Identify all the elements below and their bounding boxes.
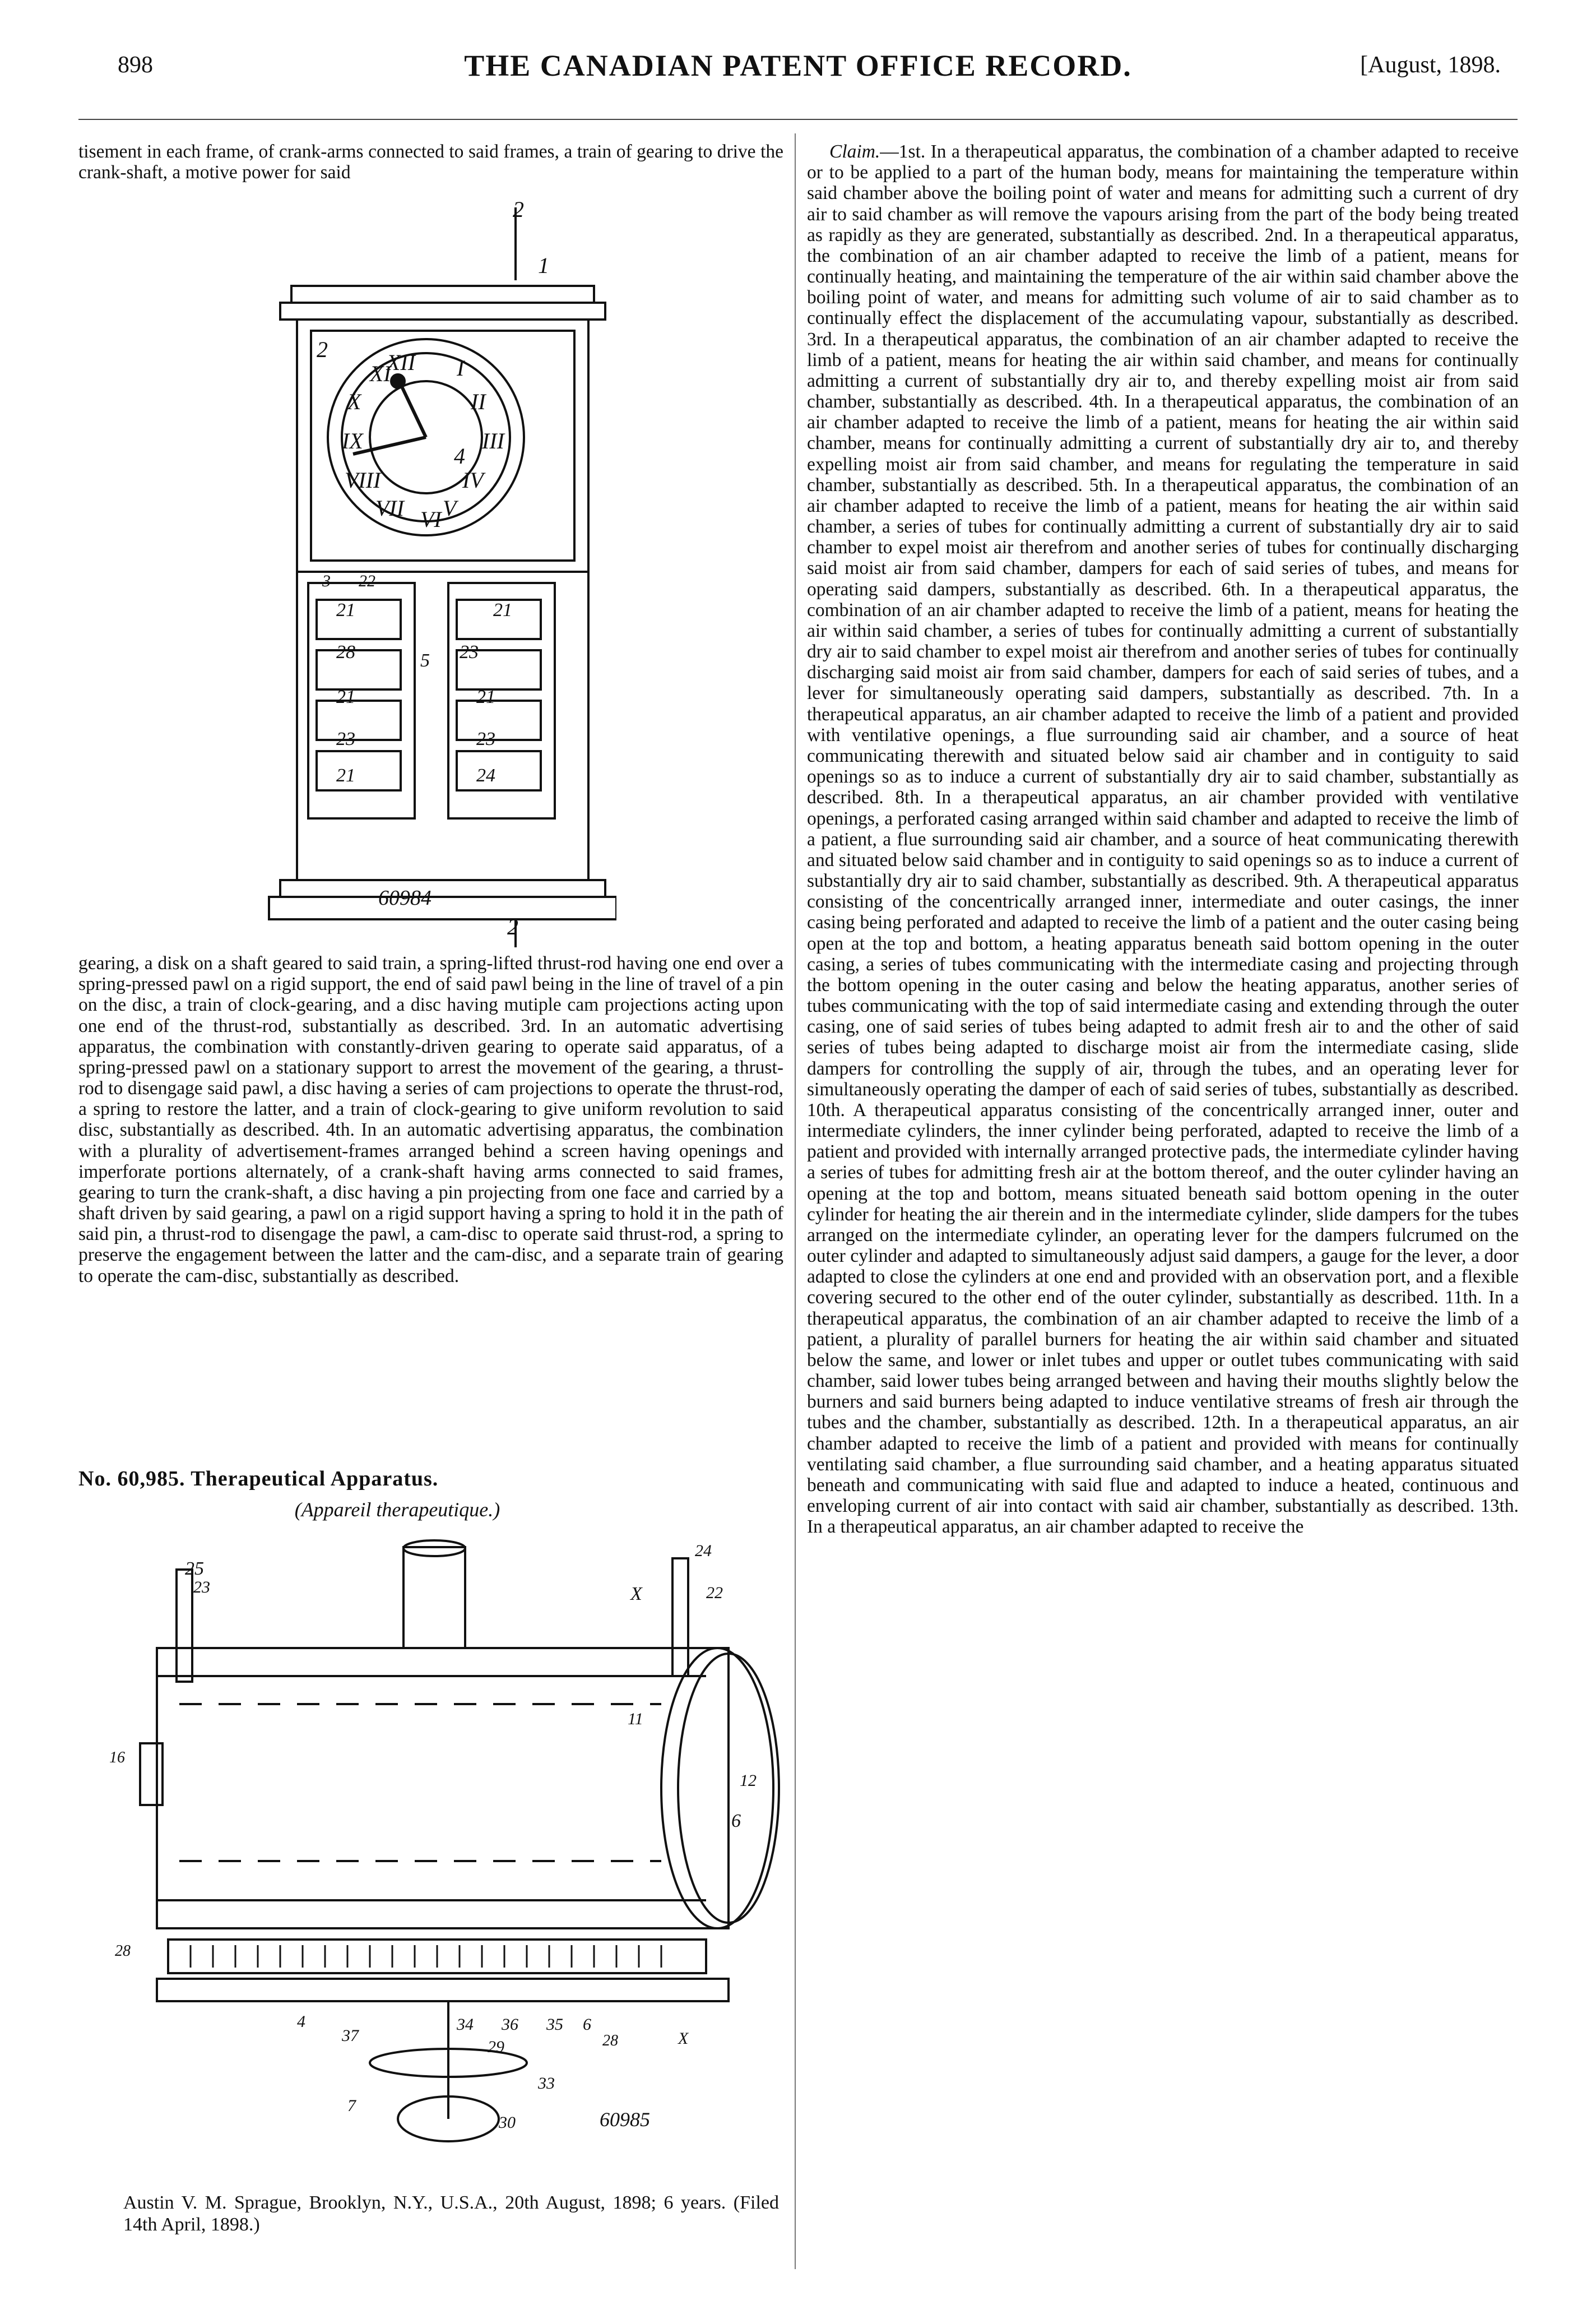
fig2-label: 6: [731, 1811, 741, 1831]
fig1-label: 24: [476, 765, 495, 786]
svg-text:IV: IV: [462, 468, 484, 493]
fig2-label: 33: [538, 2074, 555, 2093]
left-paragraph-mid-text: gearing, a disk on a shaft geared to said train, a spring-lifted thrust-rod having one end over a spring-pressed pawl on a rigid support, the end of said pawl being in the line of travel of a pin on the disc, a train of clock-gearing, and a disc having mutiple cam projections acting upon one end of the thrust-rod, substantially as described. 3rd. In an automatic advertising apparatus, the combination with constantly-driven gearing to operate said apparatus, of a spring-pressed pawl on a stationary support to arrest the movement of the gearing, a thrust-rod to disengage said pawl, a disc having a series of cam projections to operate the thrust-rod, a spring to restore the latter, and a train of clock-gearing to give uniform revolution to said disc, substantially as described. 4th. In an automatic advertising apparatus, the combination with a plurality of advertisement-frames arranged behind a screen having openings and imperforate portions alternately, of a crank-shaft having arms connected to said frames, gearing to turn the crank-shaft, a disc having a pin projecting from one face and carried by a shaft driven by said gearing, a pawl on a rigid support having a spring to hold it in the path of said pin, a thrust-rod to disengage the pawl, a cam-disc to operate said thrust-rod, a spring to preserve the engagement between the latter and the cam-disc, and a separate train of gearing to operate the cam-disc, substantially as described.: [78, 953, 783, 1286]
fig1-label: 21: [336, 600, 355, 621]
fig2-label: 12: [740, 1771, 757, 1790]
fig2-label: 28: [602, 2032, 618, 2049]
fig2-label: 4: [297, 2012, 305, 2031]
fig2-label: 22: [706, 1584, 723, 1602]
figure1-caption: 60984: [378, 886, 432, 910]
fig1-label: 1: [538, 253, 549, 278]
fig1-label: 2: [513, 197, 524, 222]
svg-text:XII: XII: [387, 350, 416, 375]
fig2-label: 11: [628, 1710, 643, 1728]
fig1-label: 21: [336, 765, 355, 786]
inventor-line: Austin V. M. Sprague, Brooklyn, N.Y., U.S.A., 20th August, 1898; 6 years. (Filed 14th April, 1898.): [123, 2192, 779, 2235]
fig2-label: 36: [502, 2015, 518, 2034]
svg-text:III: III: [482, 428, 504, 453]
fig1-label: 23: [476, 729, 495, 749]
figure-therapeutical-apparatus: [112, 1536, 785, 2181]
fig2-label: 6: [583, 2015, 591, 2034]
patent-subheading: (Appareil therapeutique.): [294, 1498, 500, 1521]
fig1-label: 22: [359, 572, 375, 590]
fig2-label: 7: [347, 2096, 356, 2115]
fig2-label: X: [630, 1584, 642, 1604]
fig1-label: 28: [336, 642, 355, 663]
fig1-label: 2: [507, 914, 518, 939]
fig2-label: 25: [185, 1558, 204, 1579]
page-number: 898: [118, 52, 153, 78]
svg-text:VI: VI: [420, 507, 442, 532]
fig2-label: 34: [457, 2015, 474, 2034]
fig1-label: 21: [493, 600, 512, 621]
fig1-label: 21: [476, 687, 495, 707]
right-column-claims: [807, 141, 1519, 1538]
svg-text:X: X: [347, 389, 361, 414]
fig1-label: 5: [420, 650, 430, 671]
fig1-label: 2: [317, 337, 328, 362]
claims-text: —1st. In a therapeutical apparatus, the combination of a chamber adapted to receive or to be applied to a part of the human body, means for maintaining the temperature within said chamber above the boiling point of water and means for admitting such a current of dry air to said chamber as will remove the vapours arising from the part of the body being treated as rapidly as they are generated, substantially as described. 2nd. In a therapeutical apparatus, the combination of an air chamber adapted to receive the limb of a patient, means for continually heating, and maintaining the temperature of the air within said chamber above the boiling point of water, and means for admitting such volume of air to said chamber as to continually effect the displacement of the accumulating vapour, substantially as described. 3rd. In a therapeutical apparatus, the combination of an air chamber adapted to receive the limb of a patient, means for heating the air within said chamber, and means for continually admitting a current of substantially dry air to, and thereby expelling moist air from said chamber, substantially as described. 4th. In a therapeutical apparatus, the combination of an air chamber adapted to receive the limb of a patient, means for heating the air within said chamber, means for continually admitting a current of substantially dry air to, and thereby expelling moist air from said chamber, and means for regulating the temperature in said chamber, substantially as described. 5th. In a therapeutical apparatus, the combination of an air chamber adapted to receive the limb of a patient, means for heating the air within said chamber, a series of tubes for continually admitting a current of substantially dry air to said chamber to expel moist air therefrom and another series of tubes for continually discharging said moist air from said chamber, dampers for each of said series of tubes, and means for operating said dampers, substantially as described. 6th. In a therapeutical apparatus, the combination of an air chamber adapted to receive the limb of a patient, means for heating the air within said chamber, a series of tubes for continually admitting a current of substantially dry air to said chamber to expel moist air therefrom and another series of tubes for continually discharging said moist air from said chamber, dampers for each of said series of tubes, and a lever for simultaneously operating said dampers, substantially as described. 7th. In a therapeutical apparatus, an air chamber adapted to receive the limb of a patient and provided with ventilative openings, a flue surrounding said air chamber, and a source of heat communicating therewith and situated below said air chamber and in contiguity to said openings so as to induce a current of substantially dry air to said chamber, substantially as described. 8th. In a therapeutical apparatus, an air chamber provided with ventilative openings, a perforated casing arranged within said chamber and adapted to receive the limb of a patient, a flue surrounding said air chamber, and a source of heat communicating therewith and situated below said chamber and in contiguity to said openings so as to induce a current of substantially dry air to said chamber, substantially as described. 9th. A therapeutical apparatus consisting of the concentrically arranged inner, intermediate and outer casings, the inner casing being perforated and adapted to receive the limb of a patient and the outer casing being open at the top and bottom, a heating apparatus beneath said bottom opening in the outer casing, a series of tubes communicating with the intermediate casing and projecting through the bottom opening in the outer casing and below the heating apparatus, another series of tubes communicating with the top of said intermediate casing and extending through the outer casing, one of said series of tubes being adapted to admit fresh air to and the other of said series of tubes being adapted to discharge moist air from the intermediate casing, slide dampers for controlling the supply of air, through the tubes, and an operating lever for simultaneously operating the damper of each of said series of tubes, substantially as described. 10th. A therapeutical apparatus consisting of the concentrically arranged inner, outer and intermediate cylinders, the inner cylinder being perforated, adapted to receive the limb of a patient and provided with internally arranged protective pads, the intermediate cylinder having a series of tubes for admitting fresh air at the bottom thereof, and the outer cylinder having an opening at the top and bottom, means situated beneath said bottom opening in the outer cylinder for heating the air therein and in the intermediate cylinder, slide dampers for the tubes arranged on the intermediate cylinder, an operating lever for the dampers fulcrumed on the outer cylinder and adapted to simultaneously adjust said dampers, a gauge for the lever, a door adapted to close the cylinders at one end and provided with an observation port, and a flexible covering secured to the other end of the outer cylinder, substantially as described. 11th. In a therapeutical apparatus, the combination of an air chamber adapted to receive the limb of a patient, a plurality of parallel burners for heating the air within said chamber and situated below the same, and lower or inlet tubes and upper or outlet tubes communicating with said chamber, said lower tubes being arranged between and having their mouths slightly below the burners and said burners being adapted to induce ventilative streams of fresh air through the tubes and the chamber, substantially as described. 12th. In a therapeutical apparatus, an air chamber adapted to receive the limb of a patient and provided with means for continually ventilating said chamber, a flue surrounding said chamber, and a heating apparatus situated beneath and communicating with said flue and adapted to induce a heated, continuous and enveloping current of air into contact with said air chamber, substantially as described. 13th. In a therapeutical apparatus, an air chamber adapted to receive the: [807, 141, 1519, 1538]
claim-label: Claim.: [829, 141, 880, 162]
fig2-label: 37: [342, 2026, 359, 2045]
left-paragraph-top: [78, 141, 783, 183]
patent-heading: No. 60,985. Therapeutical Apparatus.: [78, 1467, 439, 1491]
page-header: [0, 49, 1596, 85]
column-divider: [795, 133, 796, 2269]
svg-text:VIII: VIII: [345, 468, 381, 493]
fig1-label: 21: [336, 687, 355, 707]
fig2-label: 16: [109, 1749, 125, 1766]
fig2-label: X: [678, 2029, 689, 2048]
fig2-label: 35: [546, 2015, 563, 2034]
figure-advertising-apparatus: [258, 202, 616, 953]
figure2-caption: 60985: [600, 2108, 650, 2131]
svg-text:II: II: [471, 389, 486, 414]
header-rule: [78, 119, 1518, 120]
fig2-label: 30: [499, 2113, 516, 2132]
claims-paragraph: [807, 141, 1519, 1538]
fig1-label: 4: [454, 443, 465, 469]
left-paragraph-top-text: tisement in each frame, of crank-arms connected to said frames, a train of gearing to drive the crank-shaft, a motive power for said: [78, 141, 783, 183]
fig1-label: 3: [322, 572, 331, 590]
svg-text:V: V: [443, 496, 457, 521]
fig2-label: 28: [115, 1942, 131, 1960]
left-paragraph-mid: [78, 953, 783, 1286]
fig2-label: 24: [695, 1542, 712, 1560]
svg-text:I: I: [457, 355, 465, 381]
fig1-label: 23: [336, 729, 355, 749]
fig1-label: 23: [460, 642, 479, 663]
svg-text:XI: XI: [370, 361, 391, 386]
svg-text:IX: IX: [342, 428, 363, 453]
svg-text:VII: VII: [375, 496, 405, 521]
fig2-label: 29: [488, 2038, 504, 2056]
fig2-label: 23: [193, 1578, 210, 1596]
journal-title: THE CANADIAN PATENT OFFICE RECORD.: [464, 49, 1132, 82]
issue-date: [August, 1898.: [1360, 52, 1501, 78]
